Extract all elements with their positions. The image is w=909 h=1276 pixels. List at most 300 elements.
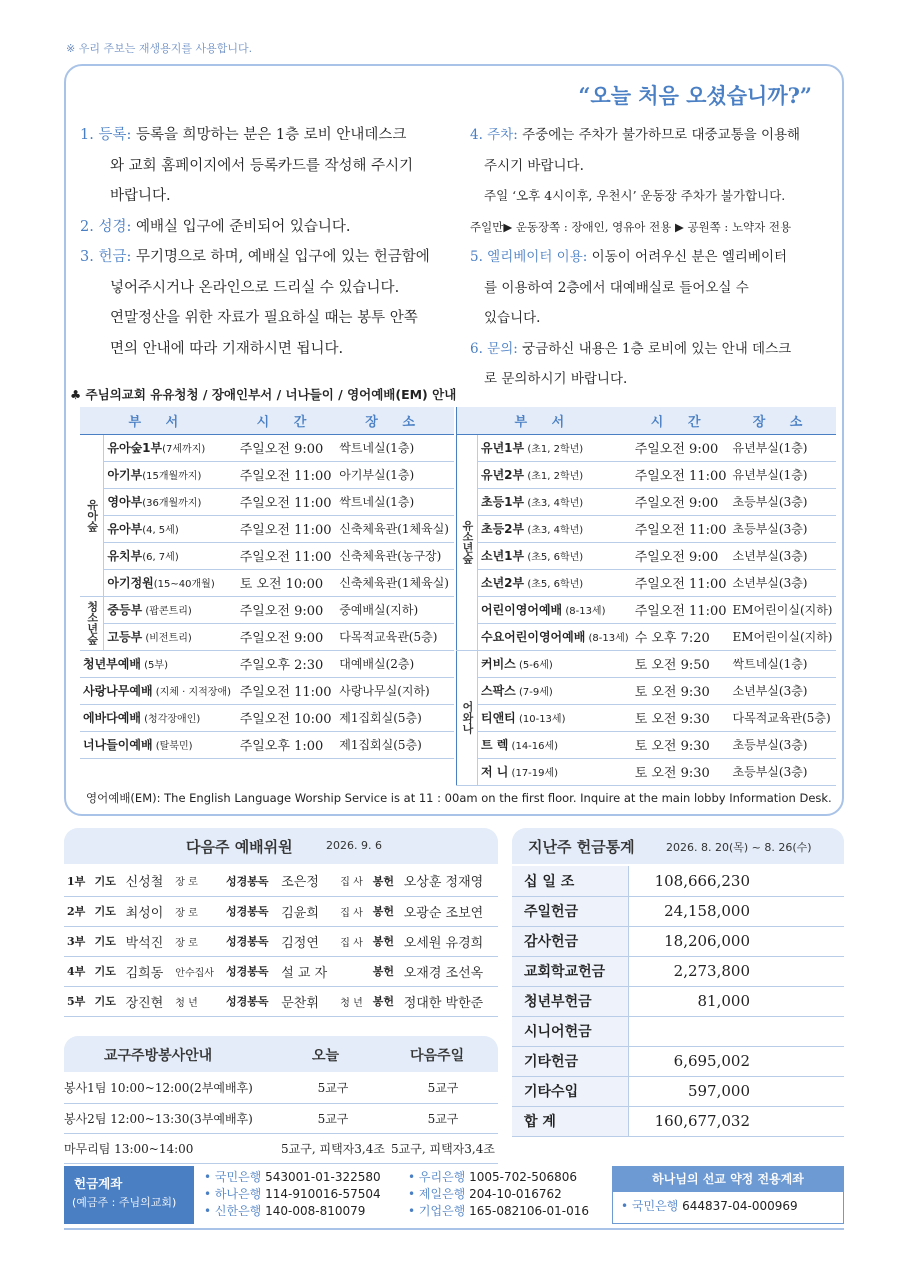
service-place: 신축체육관(1체육실) — [336, 569, 454, 596]
bank-name: • 우리은행 — [408, 1170, 466, 1184]
item-number: 5. 엘리베이터 이용: — [470, 249, 588, 265]
kitchen-cell: 5교구 — [278, 1103, 388, 1133]
table-row — [80, 623, 454, 650]
worship-n2: 문찬휘 — [278, 986, 337, 1016]
service-place: 초등부실(3층) — [730, 731, 836, 758]
worship-k3: 봉헌 — [370, 896, 401, 926]
worship-r2 — [337, 956, 369, 986]
worship-k1: 기도 — [92, 926, 123, 956]
schedule-table-right — [456, 407, 836, 786]
dept-label: 소년1부 — [481, 549, 525, 563]
account-line — [204, 1169, 381, 1186]
kitchen-cell: 5교구, 피택자3,4조 — [388, 1133, 498, 1163]
table-row — [64, 986, 498, 1016]
item-number: 2. 성경: — [80, 218, 132, 235]
worship-k3: 봉헌 — [370, 956, 401, 986]
dept-age: (15개월까지) — [142, 471, 202, 482]
dept-name — [478, 677, 632, 704]
kitchen-cell: 5교구 — [278, 1073, 388, 1103]
table-row — [64, 866, 498, 896]
table-row — [457, 677, 836, 704]
offering-table — [512, 866, 844, 1137]
dept-label: 트 렉 — [481, 738, 509, 752]
dept-label: 유아부 — [107, 522, 143, 536]
worship-n2: 설 교 자 — [278, 956, 337, 986]
account-line — [204, 1203, 381, 1220]
worship-r1: 장 로 — [172, 926, 223, 956]
service-time: 주일오후 2:30 — [237, 650, 337, 677]
mission-account-box — [612, 1166, 844, 1224]
dept-age: (탈북민) — [152, 741, 193, 752]
service-time: 주일오전 11:00 — [237, 515, 337, 542]
worship-k1: 기도 — [92, 986, 123, 1016]
table-row — [64, 1133, 498, 1163]
dept-name — [104, 596, 237, 623]
dept-name — [478, 434, 632, 461]
parking-detail: 주일만▶ 운동장쪽 : 장애인, 영유아 전용 ▶ 공원쪽 : 노약자 전용 — [470, 219, 792, 234]
offering-value: 81,000 — [628, 986, 844, 1016]
table-row — [457, 758, 836, 785]
kitchen-cell: 5교구 — [388, 1073, 498, 1103]
service-place: EM어린이실(지하) — [730, 623, 836, 650]
service-time: 주일오전 11:00 — [632, 569, 730, 596]
table-row — [64, 956, 498, 986]
account-line — [408, 1186, 589, 1203]
kitchen-next: 다음주일 — [410, 1048, 465, 1064]
item-text: 궁금하신 내용은 1층 로비에 있는 안내 데스크 — [522, 340, 792, 357]
worship-part: 3부 — [64, 926, 92, 956]
table-row — [64, 1103, 498, 1133]
item-text: 무기명으로 하며, 예배실 입구에 있는 헌금함에 — [135, 249, 430, 265]
kitchen-table — [64, 1073, 498, 1164]
kitchen-cell: 5교구 — [388, 1103, 498, 1133]
worship-k1: 기도 — [92, 956, 123, 986]
worship-k1: 기도 — [92, 896, 123, 926]
service-place: 신축체육관(농구장) — [336, 542, 454, 569]
offering-label: 시니어헌금 — [512, 1016, 628, 1046]
dept-age: (초5, 6학년) — [524, 579, 584, 590]
mission-account-number: 644837-04-000969 — [682, 1199, 798, 1213]
mission-bank: • 국민은행 — [621, 1199, 679, 1213]
bank-name: • 기업은행 — [408, 1204, 466, 1218]
service-time: 주일오전 11:00 — [237, 677, 337, 704]
worship-part: 1부 — [64, 866, 92, 896]
table-row — [512, 1046, 844, 1076]
dept-name — [478, 623, 632, 650]
item-text: 로 문의하시기 바랍니다. — [484, 371, 628, 387]
dept-age: (10-13세) — [515, 714, 566, 725]
worship-n3: 정대한 박한준 — [401, 986, 498, 1016]
account-number: 1005-702-506806 — [469, 1170, 578, 1184]
item-text: 넣어주시거나 온라인으로 드리실 수 있습니다. — [110, 279, 400, 296]
table-row — [80, 650, 454, 677]
dept-age: (초5, 6학년) — [524, 552, 584, 563]
service-time: 토 오전 10:00 — [237, 569, 337, 596]
service-place: 신축체육관(1체육실) — [336, 515, 454, 542]
item-number: 3. 헌금: — [80, 249, 132, 265]
worship-n1: 장진현 — [123, 986, 173, 1016]
kitchen-cell: 봉사1팀 10:00~12:00(2부예배후) — [64, 1073, 278, 1103]
table-row — [457, 731, 836, 758]
item-number: 6. 문의: — [470, 340, 518, 357]
offering-label: 십 일 조 — [512, 866, 628, 896]
service-place: 유년부실(1층) — [730, 434, 836, 461]
welcome-left-column — [80, 120, 460, 364]
service-time: 토 오전 9:50 — [632, 650, 730, 677]
service-place: 아기부실(1층) — [336, 461, 454, 488]
dept-age: (지체 · 지적장애) — [152, 687, 232, 698]
kitchen-cell: 마무리팀 13:00~14:00 — [64, 1133, 278, 1163]
table-row — [512, 896, 844, 926]
worship-n3: 오광순 조보연 — [401, 896, 498, 926]
worship-n2: 김정연 — [278, 926, 337, 956]
table-row — [457, 434, 836, 461]
dept-age: (17-19세) — [508, 768, 559, 779]
worship-n1: 신성철 — [123, 866, 173, 896]
header-place: 장 소 — [336, 407, 454, 434]
welcome-title: “오늘 처음 오셨습니까?” — [578, 83, 812, 108]
offering-date: 2026. 8. 20(목) ~ 8. 26(수) — [666, 841, 812, 854]
worship-date: 2026. 9. 6 — [326, 839, 382, 852]
service-place: 싹트네실(1층) — [336, 488, 454, 515]
dept-label: 고등부 — [107, 630, 143, 644]
kitchen-title: 교구주방봉사안내 — [104, 1048, 213, 1064]
offering-label: 청년부헌금 — [512, 986, 628, 1016]
service-place: 유년부실(1층) — [730, 461, 836, 488]
worship-r2: 집 사 — [337, 866, 369, 896]
worship-n2: 조은정 — [278, 866, 337, 896]
worship-n3: 오세원 유경희 — [401, 926, 498, 956]
dept-name — [80, 731, 237, 758]
dept-age: (비전트리) — [142, 633, 192, 644]
account-number: 165-082106-01-016 — [469, 1204, 589, 1218]
table-row — [512, 986, 844, 1016]
offering-label: 주일헌금 — [512, 896, 628, 926]
dept-age: (5-6세) — [515, 660, 553, 671]
offering-label: 기타헌금 — [512, 1046, 628, 1076]
service-time: 주일오전 9:00 — [632, 434, 730, 461]
account-line — [408, 1203, 589, 1220]
worship-k2: 성경봉독 — [223, 896, 278, 926]
dept-name — [478, 704, 632, 731]
table-row — [80, 488, 454, 515]
table-row — [457, 704, 836, 731]
dept-age: (초3, 4학년) — [524, 525, 584, 536]
service-time: 주일오전 11:00 — [237, 542, 337, 569]
worship-r1: 장 로 — [172, 896, 223, 926]
bank-name: • 제일은행 — [408, 1187, 466, 1201]
account-label-box — [64, 1166, 194, 1224]
dept-label: 영아부 — [107, 495, 143, 509]
table-row — [80, 434, 454, 461]
offering-value: 160,677,032 — [628, 1106, 844, 1136]
offering-value: 2,273,800 — [628, 956, 844, 986]
worship-k2: 성경봉독 — [223, 986, 278, 1016]
service-time: 주일오전 11:00 — [632, 596, 730, 623]
dept-label: 저 니 — [481, 765, 509, 779]
dept-name — [104, 434, 237, 461]
item-text: 주일 ‘오후 4시이후, 우천시’ 운동장 주차가 불가합니다. — [484, 188, 786, 203]
worship-r1: 장 로 — [172, 866, 223, 896]
table-row — [80, 677, 454, 704]
service-place: 사랑나무실(지하) — [336, 677, 454, 704]
item-text: 있습니다. — [484, 310, 541, 326]
service-time: 토 오전 9:30 — [632, 731, 730, 758]
service-place: 싹트네실(1층) — [336, 434, 454, 461]
service-place: 소년부실(3층) — [730, 569, 836, 596]
offering-value: 597,000 — [628, 1076, 844, 1106]
dept-name — [478, 488, 632, 515]
account-number: 543001-01-322580 — [265, 1170, 381, 1184]
worship-k1: 기도 — [92, 866, 123, 896]
dept-name — [478, 461, 632, 488]
dept-age: (초3, 4학년) — [524, 498, 584, 509]
offering-value: 24,158,000 — [628, 896, 844, 926]
service-time: 주일오전 9:00 — [632, 542, 730, 569]
service-place: 소년부실(3층) — [730, 677, 836, 704]
service-time: 토 오전 9:30 — [632, 677, 730, 704]
table-row — [457, 569, 836, 596]
dept-age: (초1, 2학년) — [524, 471, 584, 482]
header-dept: 부 서 — [457, 407, 632, 434]
dept-name — [80, 704, 237, 731]
table-row — [457, 650, 836, 677]
table-row — [457, 515, 836, 542]
item-text: 면의 안내에 따라 기재하시면 됩니다. — [110, 340, 344, 357]
table-row — [512, 1016, 844, 1046]
item-text: 와 교회 홈페이지에서 등록카드를 작성해 주시기 — [110, 157, 414, 174]
account-number: 204-10-016762 — [469, 1187, 562, 1201]
table-row — [457, 461, 836, 488]
worship-part: 4부 — [64, 956, 92, 986]
worship-r2: 청 년 — [337, 986, 369, 1016]
service-place: 초등부실(3층) — [730, 758, 836, 785]
dept-name — [104, 488, 237, 515]
offering-label: 감사헌금 — [512, 926, 628, 956]
dept-label: 사랑나무예배 — [83, 684, 153, 698]
worship-k3: 봉헌 — [370, 926, 401, 956]
offering-value — [628, 1016, 844, 1046]
item-number: 4. 주차: — [470, 127, 518, 143]
service-time: 주일오전 11:00 — [237, 488, 337, 515]
recycled-paper-notice: ※ 우리 주보는 재생용지를 사용합니다. — [66, 42, 253, 55]
dept-label: 소년2부 — [481, 576, 525, 590]
table-row — [64, 1073, 498, 1103]
dept-label: 유년2부 — [481, 468, 525, 482]
offering-value: 6,695,002 — [628, 1046, 844, 1076]
dept-label: 아기정원 — [107, 576, 154, 590]
dept-age: (15~40개월) — [153, 579, 215, 590]
worship-title: 다음주 예배위원 — [186, 838, 293, 856]
footer-divider — [64, 1228, 844, 1230]
kitchen-cell: 봉사2팀 12:00~13:30(3부예배후) — [64, 1103, 278, 1133]
worship-k2: 성경봉독 — [223, 866, 278, 896]
service-time: 주일오전 10:00 — [237, 704, 337, 731]
dept-name — [478, 515, 632, 542]
service-place: 다목적교육관(5층) — [336, 623, 454, 650]
header-dept: 부 서 — [80, 407, 237, 434]
dept-label: 청년부예배 — [83, 657, 141, 671]
dept-age: (초1, 2학년) — [524, 444, 584, 455]
group-label: 청소년숲 — [80, 596, 104, 650]
welcome-right-column — [470, 120, 836, 395]
dept-label: 에바다예배 — [83, 711, 141, 725]
service-time: 주일오전 9:00 — [237, 623, 337, 650]
account-line — [204, 1186, 381, 1203]
kitchen-today: 오늘 — [312, 1048, 340, 1064]
worship-n3: 오상훈 정재영 — [401, 866, 498, 896]
service-place: 중예배실(지하) — [336, 596, 454, 623]
table-row — [457, 623, 836, 650]
worship-part: 2부 — [64, 896, 92, 926]
table-row — [512, 1076, 844, 1106]
dept-age: (팝콘트리) — [142, 606, 192, 617]
dept-label: 스팍스 — [481, 684, 516, 698]
table-row — [64, 896, 498, 926]
dept-label: 유년1부 — [481, 441, 525, 455]
table-row — [512, 866, 844, 896]
bank-name: • 국민은행 — [204, 1170, 262, 1184]
dept-name — [478, 569, 632, 596]
item-text: 바랍니다. — [110, 188, 171, 204]
account-col-1 — [204, 1169, 381, 1220]
service-place: EM어린이실(지하) — [730, 596, 836, 623]
worship-n1: 김희동 — [123, 956, 173, 986]
worship-k3: 봉헌 — [370, 986, 401, 1016]
account-holder: (예금주 : 주님의교회) — [72, 1196, 177, 1209]
dept-name — [104, 515, 237, 542]
table-row — [80, 542, 454, 569]
service-time: 토 오전 9:30 — [632, 758, 730, 785]
header-place: 장 소 — [730, 407, 836, 434]
dept-age: (4, 5세) — [142, 525, 179, 536]
item-text: 연말정산을 위한 자료가 필요하실 때는 봉투 안쪽 — [110, 310, 418, 326]
dept-label: 너나들이예배 — [83, 738, 153, 752]
offering-label: 기타수입 — [512, 1076, 628, 1106]
service-place: 싹트네실(1층) — [730, 650, 836, 677]
dept-label: 유아숲1부 — [107, 441, 163, 455]
bank-name: • 신한은행 — [204, 1204, 262, 1218]
service-place: 제1집회실(5층) — [336, 704, 454, 731]
dept-label: 초등1부 — [481, 495, 525, 509]
table-row — [80, 461, 454, 488]
item-text: 주시기 바랍니다. — [484, 157, 584, 174]
dept-age: (36개월까지) — [142, 498, 202, 509]
dept-name — [478, 758, 632, 785]
worship-n1: 박석진 — [123, 926, 173, 956]
worship-r2: 집 사 — [337, 896, 369, 926]
dept-age: (7-9세) — [515, 687, 553, 698]
table-row — [457, 488, 836, 515]
table-row — [512, 956, 844, 986]
bank-name: • 하나은행 — [204, 1187, 262, 1201]
table-row — [80, 596, 454, 623]
offering-title: 지난주 헌금통계 — [528, 838, 635, 856]
dept-label: 초등2부 — [481, 522, 525, 536]
schedule-table-left — [80, 407, 454, 759]
service-time: 주일오전 11:00 — [632, 515, 730, 542]
dept-label: 어린이영어예배 — [481, 603, 563, 617]
service-place: 대예배실(2층) — [336, 650, 454, 677]
dept-name — [104, 569, 237, 596]
kitchen-cell: 5교구, 피택자3,4조 — [278, 1133, 388, 1163]
group-label: 어와나 — [457, 650, 478, 785]
worship-k2: 성경봉독 — [223, 926, 278, 956]
service-time: 주일오전 9:00 — [237, 434, 337, 461]
worship-r1: 안수집사 — [172, 956, 223, 986]
offering-label: 교회학교헌금 — [512, 956, 628, 986]
service-place: 소년부실(3층) — [730, 542, 836, 569]
dept-name — [80, 677, 237, 704]
dept-name — [104, 542, 237, 569]
table-row — [80, 731, 454, 758]
dept-name — [478, 731, 632, 758]
dept-label: 커비스 — [481, 657, 516, 671]
item-text: 이동이 어려우신 분은 엘리베이터 — [591, 249, 788, 265]
account-line — [408, 1169, 589, 1186]
dept-name — [104, 623, 237, 650]
service-place: 초등부실(3층) — [730, 515, 836, 542]
account-number: 114-910016-57504 — [265, 1187, 381, 1201]
dept-age: (청각장애인) — [140, 714, 201, 725]
dept-label: 수요어린이영어예배 — [481, 630, 586, 644]
item-text: 를 이용하여 2층에서 대예배실로 들어오실 수 — [484, 279, 749, 296]
service-time: 주일오전 11:00 — [632, 461, 730, 488]
item-text: 예배실 입구에 준비되어 있습니다. — [135, 218, 351, 235]
worship-n2: 김윤희 — [278, 896, 337, 926]
account-col-2 — [408, 1169, 589, 1220]
dept-age: (5부) — [140, 660, 168, 671]
item-number: 1. 등록: — [80, 127, 132, 143]
section-title: ♣ 주님의교회 유유청청 / 장애인부서 / 너나들이 / 영어예배(EM) 안내 — [70, 387, 457, 402]
offering-label: 합 계 — [512, 1106, 628, 1136]
service-time: 주일오전 11:00 — [237, 461, 337, 488]
group-label: 유소년숲 — [457, 434, 478, 650]
worship-part: 5부 — [64, 986, 92, 1016]
service-place: 다목적교육관(5층) — [730, 704, 836, 731]
service-time: 토 오전 9:30 — [632, 704, 730, 731]
dept-age: (6, 7세) — [142, 552, 179, 563]
worship-k2: 성경봉독 — [223, 956, 278, 986]
kitchen-tab — [64, 1036, 498, 1072]
dept-name — [478, 650, 632, 677]
offering-tab — [512, 828, 844, 864]
worship-tab — [64, 828, 498, 864]
offering-value: 108,666,230 — [628, 866, 844, 896]
worship-r2: 집 사 — [337, 926, 369, 956]
dept-name — [80, 650, 237, 677]
header-time: 시 간 — [237, 407, 337, 434]
table-header — [80, 407, 454, 434]
item-text: 주중에는 주차가 불가하므로 대중교통을 이용해 — [522, 127, 801, 143]
table-header — [457, 407, 836, 434]
service-place: 제1집회실(5층) — [336, 731, 454, 758]
table-row — [80, 569, 454, 596]
table-row — [512, 926, 844, 956]
dept-label: 중등부 — [107, 603, 143, 617]
dept-name — [104, 461, 237, 488]
worship-n1: 최성이 — [123, 896, 173, 926]
offering-value: 18,206,000 — [628, 926, 844, 956]
table-row — [80, 515, 454, 542]
dept-label: 유치부 — [107, 549, 143, 563]
table-row — [457, 596, 836, 623]
dept-age: (7세까지) — [162, 444, 206, 455]
dept-age: (8-13세) — [562, 606, 606, 617]
worship-r1: 청 년 — [172, 986, 223, 1016]
dept-age: (8-13세) — [585, 633, 629, 644]
worship-k3: 봉헌 — [370, 866, 401, 896]
